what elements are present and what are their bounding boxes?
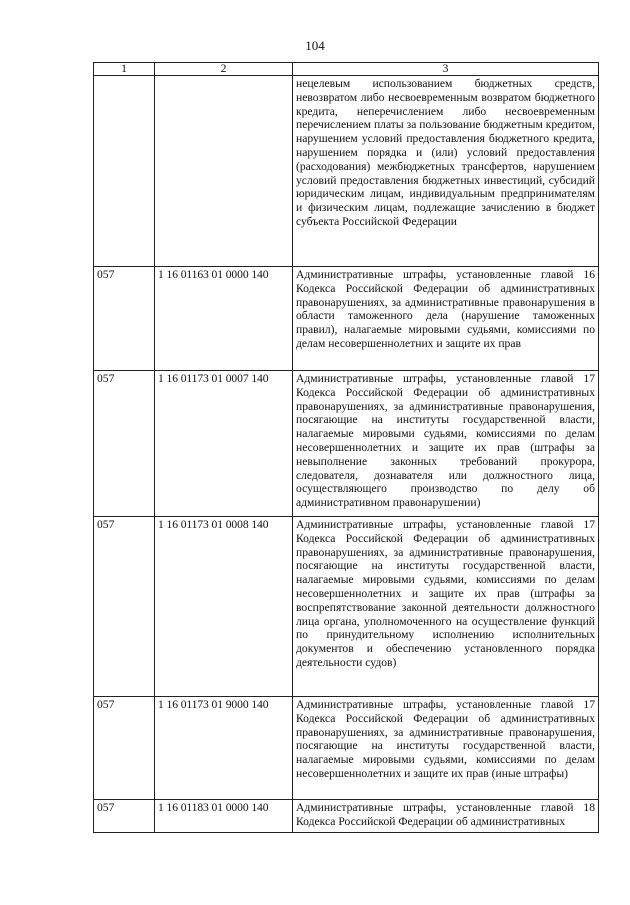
- budget-classification-code-cell: 1 16 01173 01 9000 140: [155, 697, 293, 800]
- budget-classification-code-cell: 1 16 01173 01 0008 140: [155, 517, 293, 697]
- budget-classification-code-cell: [155, 76, 293, 267]
- admin-code-cell: 057: [94, 517, 155, 697]
- admin-code-cell: 057: [94, 697, 155, 800]
- table-row: [94, 517, 599, 697]
- budget-classification-code-cell: 1 16 01183 01 0000 140: [155, 800, 293, 833]
- description-cell: Административные штрафы, установленные главой 17 Кодекса Российской Федерации об административных правонарушениях, за административные правонарушения, посягающие на институты государственной власти, налагаемые мировыми судьями, комиссиями по делам несовершеннолетних и защите их прав (иные штрафы): [293, 697, 599, 800]
- column-header-1: 1: [94, 63, 155, 76]
- table-row: [94, 697, 599, 800]
- description-cell: нецелевым использованием бюджетных средств, невозвратом либо несвоевременным возвратом бюджетного кредита, неперечислением либо несвоевременным перечислением платы за пользование бюджетным кредитом, нарушением условий предоставления бюджетного кредита, нарушением порядка и (или) условий предоставления (расходования) межбюджетных трансфертов, нарушением условий предоставления бюджетных инвестиций, субсидий юридическим лицам, индивидуальным предпринимателям и физическим лицам, подлежащие зачислению в бюджет субъекта Российской Федерации: [293, 76, 599, 267]
- budget-classification-code-cell: 1 16 01173 01 0007 140: [155, 371, 293, 517]
- column-header-3: 3: [293, 63, 599, 76]
- page-number: 104: [305, 38, 325, 53]
- admin-code-cell: [94, 76, 155, 267]
- table-row: [94, 800, 599, 833]
- admin-code-cell: 057: [94, 267, 155, 371]
- description-cell: Административные штрафы, установленные главой 18 Кодекса Российской Федерации об административных: [293, 800, 599, 833]
- description-cell: Административные штрафы, установленные главой 17 Кодекса Российской Федерации об административных правонарушениях, за административные правонарушения, посягающие на институты государственной власти, налагаемые мировыми судьями, комиссиями по делам несовершеннолетних и защите их прав (штрафы за невыполнение законных требований прокурора, следователя, дознавателя или должностного лица, осуществляющего производство по делу об административном правонарушении): [293, 371, 599, 517]
- description-cell: Административные штрафы, установленные главой 17 Кодекса Российской Федерации об административных правонарушениях, за административные правонарушения, посягающие на институты государственной власти, налагаемые мировыми судьями, комиссиями по делам несовершеннолетних и защите их прав (штрафы за воспрепятствование законной деятельности должностного лица органа, уполномоченного на осуществление функций по принудительному исполнению исполнительных документов и обеспечению установленного порядка деятельности судов): [293, 517, 599, 697]
- column-header-2: 2: [155, 63, 293, 76]
- table-row: [94, 371, 599, 517]
- admin-code-cell: 057: [94, 371, 155, 517]
- admin-code-cell: 057: [94, 800, 155, 833]
- description-cell: Административные штрафы, установленные главой 16 Кодекса Российской Федерации об административных правонарушениях, за административные правонарушения в области таможенного дела (нарушение таможенных правил), налагаемые мировыми судьями, комиссиями по делам несовершеннолетних и защите их прав: [293, 267, 599, 371]
- budget-classification-code-cell: 1 16 01163 01 0000 140: [155, 267, 293, 371]
- revenue-codes-table: [93, 62, 599, 833]
- table-row: [94, 76, 599, 267]
- table-header-row: [94, 63, 599, 76]
- table-row: [94, 267, 599, 371]
